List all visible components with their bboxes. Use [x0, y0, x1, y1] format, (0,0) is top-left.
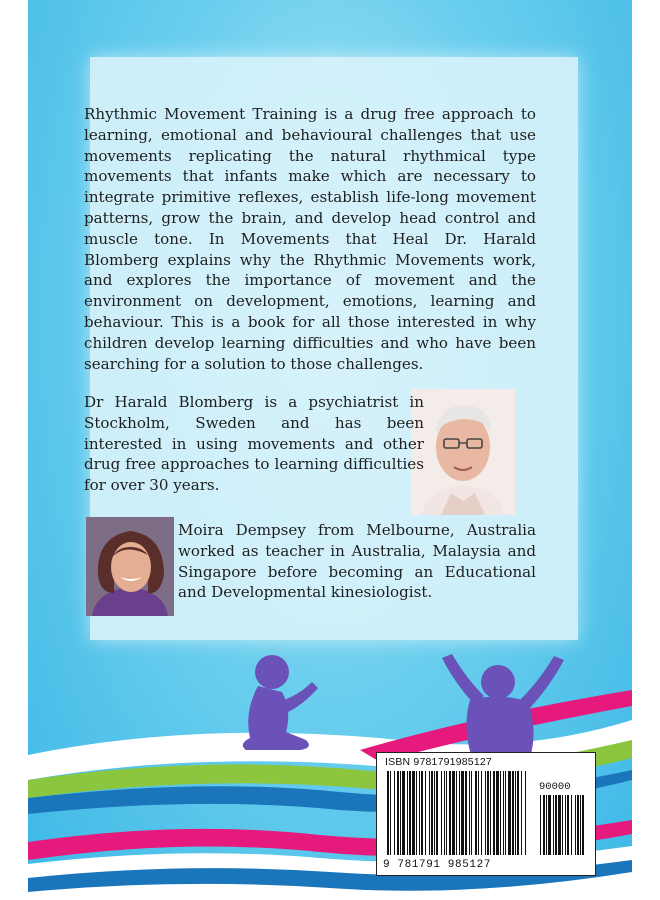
isbn-label: ISBN 9781791985127: [385, 756, 492, 768]
bio-moira-dempsey: Moira Dempsey from Melbourne, Australia worked as teacher in Australia, Malaysia and Singapore before becoming an Educational and Developmental kinesiologist.: [178, 521, 536, 602]
isbn-barcode: [376, 752, 596, 876]
barcode-bars: [387, 771, 587, 857]
photo-harald-blomberg: [411, 389, 515, 515]
bio-harald-blomberg: Dr Harald Blomberg is a psychiatrist in Stockholm, Sweden and has been interested in using movements and other drug free approaches to learning difficulties for over 30 years.: [84, 393, 424, 495]
price-code: 90000: [539, 781, 571, 793]
ean-digits: 9 781791 985127: [383, 859, 492, 871]
photo-moira-dempsey: [86, 517, 174, 616]
book-description: Rhythmic Movement Training is a drug free approach to learning, emotional and behavioural challenges that use movements replicating the natural rhythmical type movements that infants make which are necessary to integrate primitive reflexes, establish life-long movement patterns, grow the brain, and develop head control and muscle tone. In Movements that Heal Dr. Harald Blomberg explains why the Rhythmic Movements work, and explores the importance of movement and the environment on development, emotions, learning and behaviour. This is a book for all those interested in why children develop learning difficulties and who have been searching for a solution to those challenges.: [84, 105, 536, 373]
